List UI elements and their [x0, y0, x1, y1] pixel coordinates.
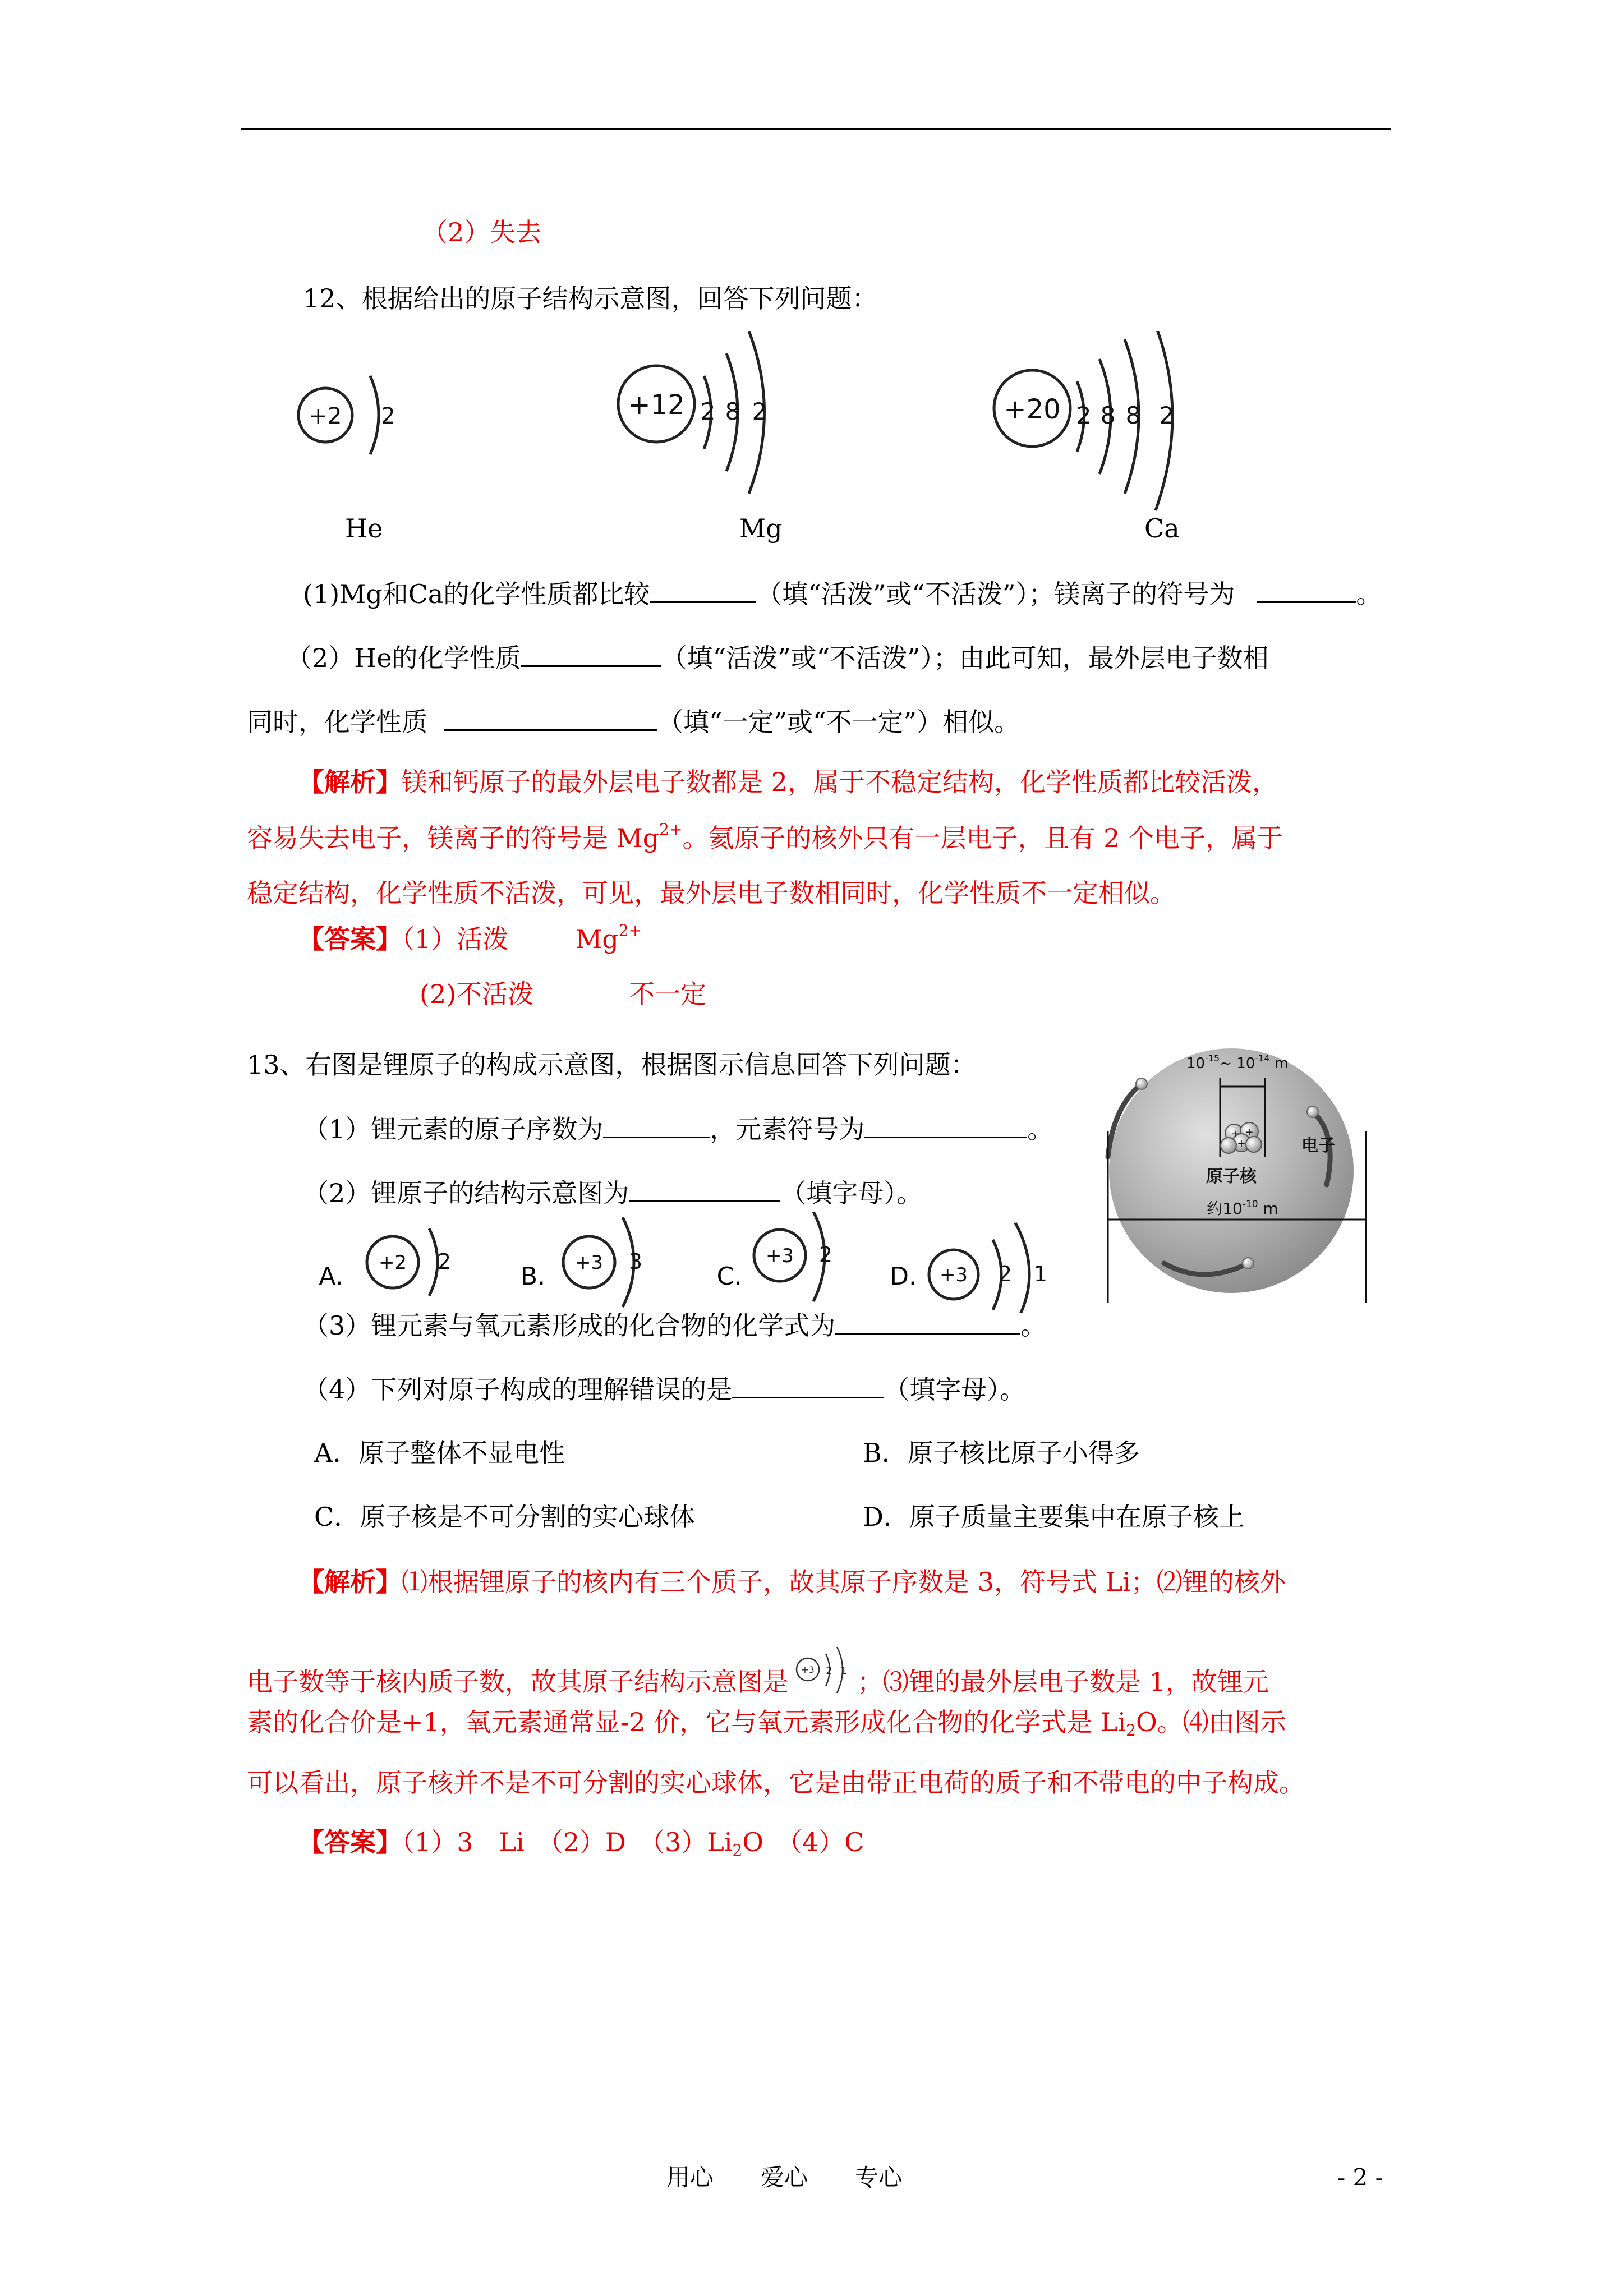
inline-shell-2: 1 — [840, 1665, 847, 1677]
q13-analysis-line4: 可以看出，原子核并不是不可分割的实心球体，它是由带正电荷的质子和不带电的中子构成。 — [247, 1768, 1305, 1798]
q13-choice-c[interactable]: C．原子核是不可分割的实心球体 — [314, 1502, 696, 1532]
q13-analysis-line3: 素的化合价是+1，氧元素通常显-2 价，它与氧元素形成化合物的化学式是 $Li_2O$。⑷由图示 — [247, 1707, 1286, 1740]
q12-part2-line1: （2）He的化学性质 （填“活泼”或“不活泼”）；由此可知，最外层电子数相 — [286, 641, 1269, 675]
q13-blank-1[interactable] — [603, 1112, 710, 1138]
ca-nucleus-label: +20 — [1004, 394, 1061, 425]
mg-nucleus-label: +12 — [628, 389, 685, 421]
nucleus-cluster — [1221, 1122, 1262, 1153]
q12-blank-4[interactable] — [444, 705, 657, 731]
option-a-nucleus: +2 — [378, 1251, 407, 1274]
q12-blank-2[interactable] — [1257, 577, 1356, 603]
mg-shell-1: 2 — [700, 398, 716, 425]
q13-blank-4[interactable] — [835, 1308, 1020, 1335]
inline-shell-1: 2 — [826, 1665, 832, 1677]
lithium-atom-figure — [1091, 1039, 1377, 1308]
option-b-letter: B. — [520, 1262, 546, 1291]
q13-analysis-line1: 【解析】⑴根据锂原子的核内有三个质子，故其原子序数是 3，符号式 Li；⑵锂的核外 — [298, 1567, 1286, 1597]
q12-blank-1[interactable] — [650, 577, 756, 603]
he-nucleus-label: +2 — [309, 403, 342, 429]
svg-text:+: + — [1237, 1138, 1246, 1149]
option-c-nucleus: +3 — [765, 1245, 794, 1267]
option-b-nucleus: +3 — [574, 1251, 604, 1274]
q13-analysis-line2: 电子数等于核内质子数，故其原子结构示意图是 +3 2 1 ；⑶锂的最外层电子数是 1，故锂元 — [247, 1646, 1269, 1699]
q13-choice-b[interactable]: B．原子核比原子小得多 — [863, 1438, 1140, 1468]
q13-blank-3[interactable] — [629, 1176, 780, 1202]
q13-blank-5[interactable] — [732, 1372, 884, 1398]
q12-answer-line1: 【答案】（1）活泼 $Mg^{2+}$ — [298, 921, 642, 954]
ca-shell-2: 8 — [1100, 402, 1116, 429]
electron-dot — [1307, 1106, 1318, 1117]
mg-shell-3: 2 — [752, 398, 767, 425]
option-a-shell-1: 2 — [437, 1249, 452, 1274]
q13-answer: 【答案】（1）3 Li （2）D $(3)Li_2O$ （4）C — [298, 1827, 864, 1860]
q12-part1: (1)Mg和Ca的化学性质都比较 （填“活泼”或“不活泼”）；镁离子的符号为 。 — [303, 577, 1382, 611]
electron-label: 电子 — [1301, 1136, 1335, 1156]
q13-part4: （4）下列对原子构成的理解错误的是 （填字母）。 — [303, 1372, 1025, 1406]
q12-blank-3[interactable] — [521, 641, 661, 667]
q13-stem: 13、右图是锂原子的构成示意图，根据图示信息回答下列问题： — [247, 1050, 977, 1080]
inline-li-structure-diagram — [792, 1646, 854, 1696]
q12-analysis-line1: 【解析】镁和钙原子的最外层电子数都是 2，属于不稳定结构，化学性质都比较活泼， — [298, 767, 1278, 797]
previous-answer: （2）失去 — [422, 217, 542, 247]
ca-symbol: Ca — [1144, 513, 1180, 544]
svg-text:+: + — [1231, 1128, 1240, 1140]
q13-part1: （1）锂元素的原子序数为 ，元素符号为 。 — [303, 1112, 1053, 1146]
option-c-shell-1: 2 — [818, 1243, 833, 1267]
q13-choice-a[interactable]: A．原子整体不显电性 — [314, 1438, 565, 1468]
option-c-diagram — [717, 1212, 832, 1301]
option-a-diagram — [319, 1228, 451, 1296]
he-symbol: He — [345, 513, 383, 544]
q13-part2: （2）锂原子的结构示意图为 （填字母）。 — [303, 1176, 922, 1210]
q12-answer-line2: (2)不活泼 不一定 — [420, 979, 707, 1009]
ca-shell-1: 2 — [1076, 402, 1092, 429]
ca-shell-3: 8 — [1125, 402, 1141, 429]
q13-part3: （3）锂元素与氧元素形成的化合物的化学式为 。 — [303, 1308, 1046, 1342]
mg-symbol: Mg — [739, 513, 783, 544]
inline-nucleus-label: +3 — [801, 1664, 815, 1675]
he-shell-1: 2 — [381, 403, 395, 429]
atom-size-label: 约$10^{-10}$ m — [1207, 1199, 1278, 1218]
mg-shell-2: 8 — [725, 398, 740, 425]
option-b-shell-1: 3 — [628, 1249, 643, 1274]
option-b-diagram — [521, 1217, 642, 1307]
q13-choice-d[interactable]: D．原子质量主要集中在原子核上 — [863, 1502, 1245, 1532]
option-d-nucleus: +3 — [939, 1264, 968, 1286]
mg-structure-diagram — [618, 331, 767, 494]
option-d-shell-2: 1 — [1033, 1262, 1048, 1286]
electron-dot — [1136, 1078, 1147, 1089]
option-d-shell-1: 2 — [998, 1262, 1013, 1286]
header-rule — [241, 128, 1391, 130]
electron-dot — [1243, 1258, 1254, 1269]
page-number: - 2 - — [1337, 2164, 1383, 2191]
ca-structure-diagram — [994, 331, 1174, 510]
q13-option-diagrams — [314, 1212, 1088, 1313]
nucleus-size-label: $10^{-15}\sim$ $10^{-14}$ m — [1186, 1053, 1289, 1072]
svg-text:+: + — [1245, 1126, 1254, 1138]
option-d-diagram — [890, 1223, 1047, 1313]
footer-motto: 用心 爱心 专心 — [666, 2164, 903, 2191]
ca-shell-4: 2 — [1159, 402, 1175, 429]
q12-analysis-line3: 稳定结构，化学性质不活泼，可见，最外层电子数相同时，化学性质不一定相似。 — [247, 878, 1176, 908]
option-d-letter: D. — [890, 1262, 917, 1291]
q13-blank-2[interactable] — [864, 1112, 1027, 1138]
q12-part2-line2: 同时，化学性质 （填“一定”或“不一定”）相似。 — [247, 705, 1020, 739]
option-a-letter: A. — [319, 1262, 343, 1291]
option-c-letter: C. — [716, 1262, 742, 1291]
q12-analysis-line2: 容易失去电子，镁离子的符号是 $Mg^{2+}$。氦原子的核外只有一层电子，且有 2 个电子，属于 — [247, 820, 1283, 853]
nucleus-label: 原子核 — [1206, 1167, 1257, 1186]
he-structure-diagram — [298, 376, 395, 454]
q12-stem: 12、根据给出的原子结构示意图，回答下列问题： — [303, 283, 878, 314]
